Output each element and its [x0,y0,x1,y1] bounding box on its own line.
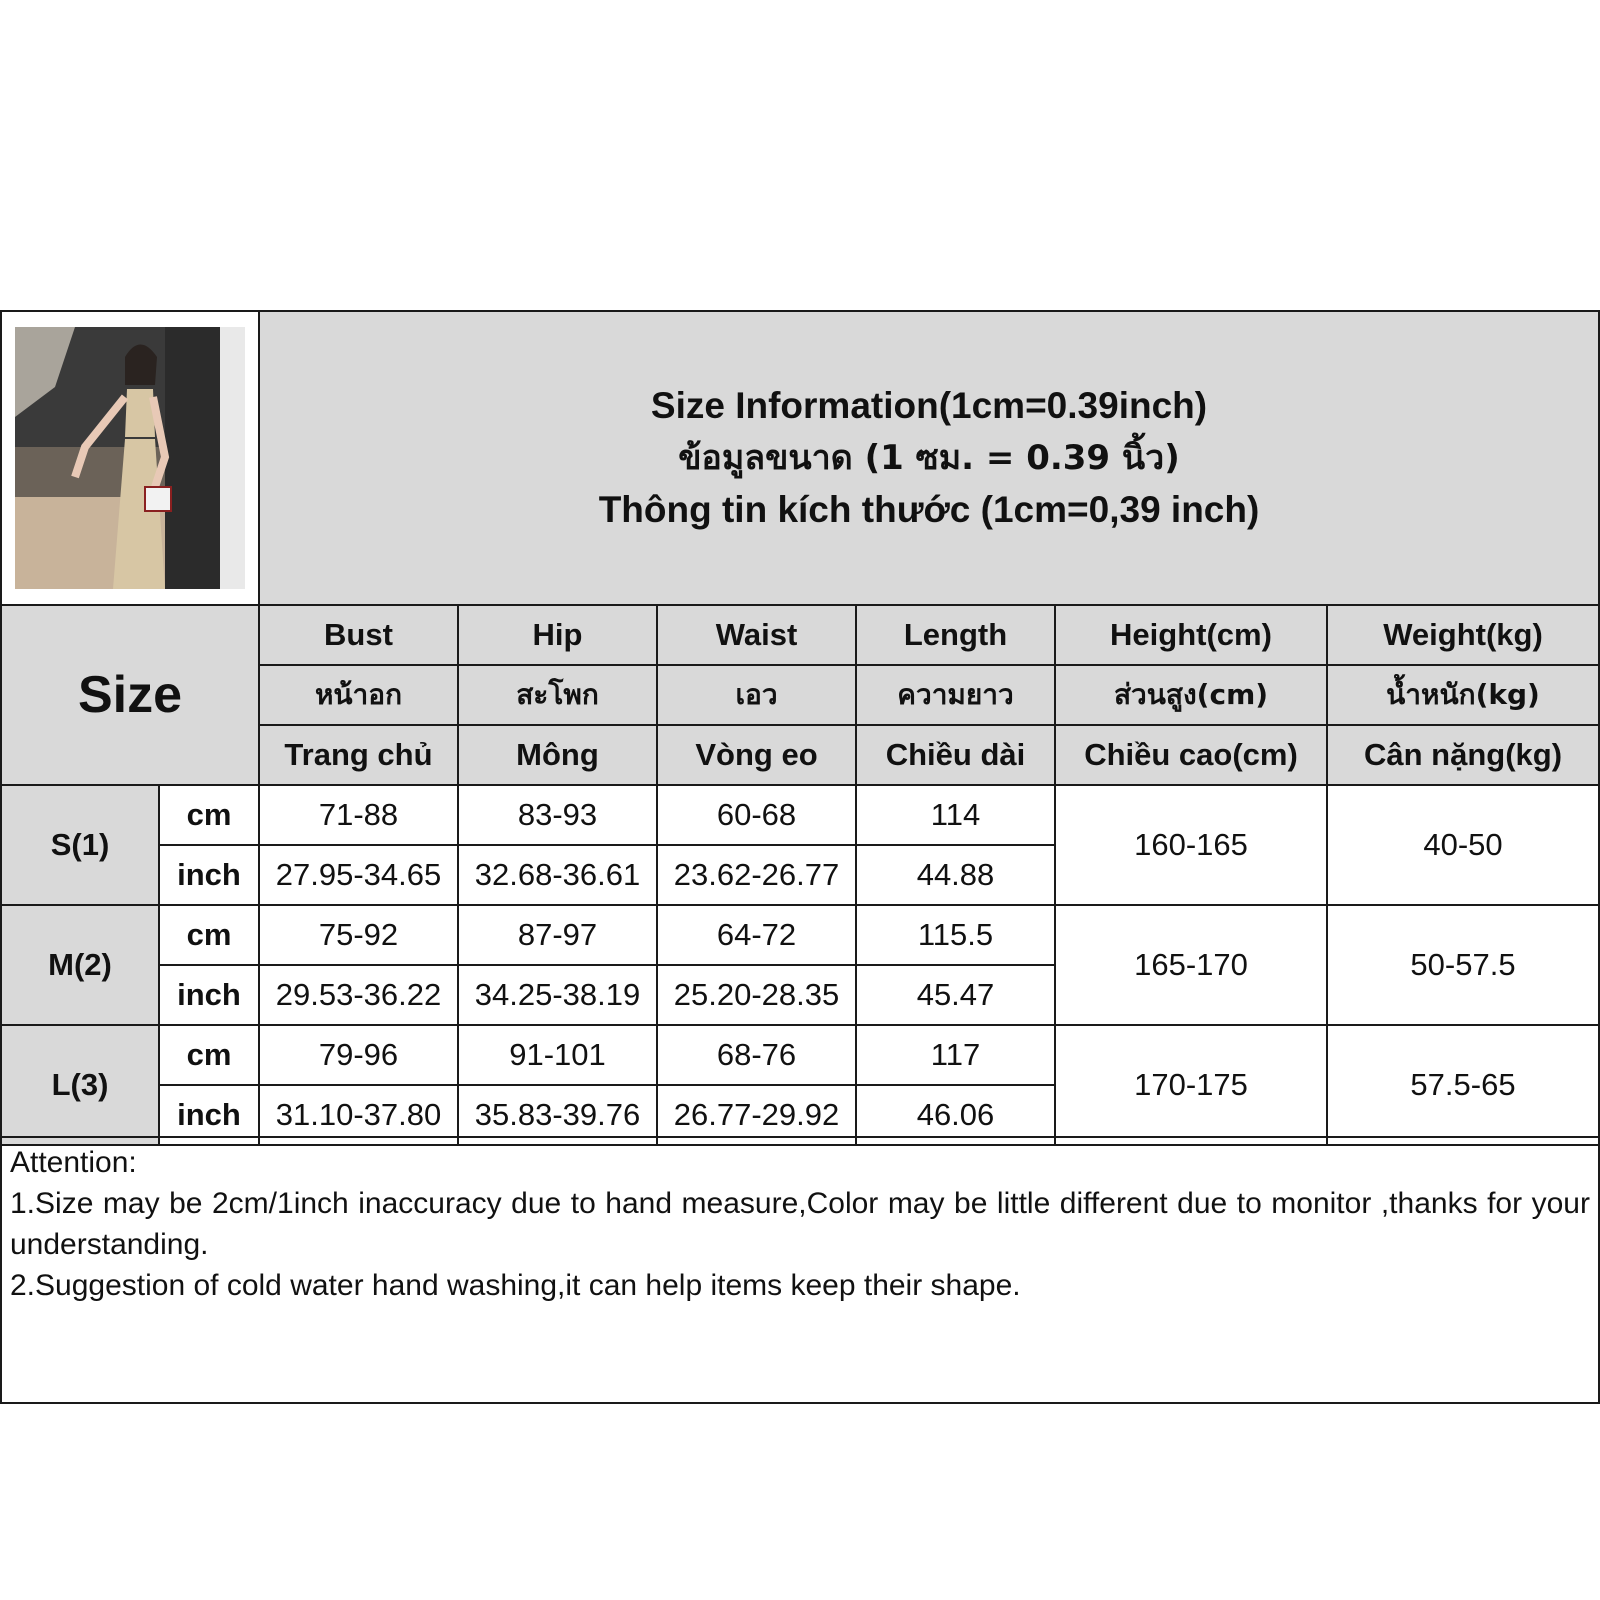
header-height-en: Height(cm) [1054,604,1328,666]
unit-cm: cm [158,904,260,966]
size-label-m: M(2) [0,904,160,1026]
m-waist-cm: 64-72 [656,904,857,966]
header-length-th: ความยาว [855,664,1056,726]
size-label-l: L(3) [0,1024,160,1146]
title-thai: ข้อมูลขนาด (1 ซม. = 0.39 นิ้ว) [678,438,1180,478]
m-hip-cm: 87-97 [457,904,658,966]
s-hip-cm: 83-93 [457,784,658,846]
unit-cm: cm [158,1024,260,1086]
model-photo-icon [15,327,245,589]
header-bust-th: หน้าอก [258,664,459,726]
attention-notes [0,1136,1600,1404]
s-height: 160-165 [1054,784,1328,906]
size-information-title [258,310,1600,606]
l-hip-cm: 91-101 [457,1024,658,1086]
s-length-cm: 114 [855,784,1056,846]
unit-inch: inch [158,1084,260,1146]
l-length-cm: 117 [855,1024,1056,1086]
m-weight: 50-57.5 [1326,904,1600,1026]
header-length-vi: Chiều dài [855,724,1056,786]
header-hip-vi: Mông [457,724,658,786]
title-vietnamese: Thông tin kích thước (1cm=0,39 inch) [598,489,1260,530]
l-weight: 57.5-65 [1326,1024,1600,1146]
header-weight-en: Weight(kg) [1326,604,1600,666]
m-waist-inch: 25.20-28.35 [656,964,857,1026]
header-waist-th: เอว [656,664,857,726]
header-hip-en: Hip [457,604,658,666]
unit-cm: cm [158,784,260,846]
header-bust-en: Bust [258,604,459,666]
l-bust-cm: 79-96 [258,1024,459,1086]
attention-heading: Attention: [10,1146,137,1179]
s-waist-inch: 23.62-26.77 [656,844,857,906]
l-waist-cm: 68-76 [656,1024,857,1086]
size-label-s: S(1) [0,784,160,906]
size-chart [0,310,1600,1404]
header-weight-th: น้ำหนัก(kg) [1326,664,1600,726]
header-waist-en: Waist [656,604,857,666]
m-height: 165-170 [1054,904,1328,1026]
l-waist-inch: 26.77-29.92 [656,1084,857,1146]
l-hip-inch: 35.83-39.76 [457,1084,658,1146]
s-bust-cm: 71-88 [258,784,459,846]
unit-inch: inch [158,964,260,1026]
header-weight-vi: Cân nặng(kg) [1326,724,1600,786]
header-height-th: ส่วนสูง(cm) [1054,664,1328,726]
m-length-inch: 45.47 [855,964,1056,1026]
product-photo-cell [0,310,260,606]
header-bust-vi: Trang chủ [258,724,459,786]
s-weight: 40-50 [1326,784,1600,906]
s-waist-cm: 60-68 [656,784,857,846]
attention-note-1: 1.Size may be 2cm/1inch inaccuracy due to hand measure,Color may be little different due to monitor ,thanks for your understanding. [10,1187,1590,1261]
m-length-cm: 115.5 [855,904,1056,966]
unit-inch: inch [158,844,260,906]
m-bust-inch: 29.53-36.22 [258,964,459,1026]
header-height-vi: Chiều cao(cm) [1054,724,1328,786]
header-waist-vi: Vòng eo [656,724,857,786]
l-bust-inch: 31.10-37.80 [258,1084,459,1146]
m-bust-cm: 75-92 [258,904,459,966]
attention-note-2: 2.Suggestion of cold water hand washing,it can help items keep their shape. [10,1269,1021,1302]
s-hip-inch: 32.68-36.61 [457,844,658,906]
l-height: 170-175 [1054,1024,1328,1146]
title-english: Size Information(1cm=0.39inch) [650,385,1208,426]
s-length-inch: 44.88 [855,844,1056,906]
header-length-en: Length [855,604,1056,666]
l-length-inch: 46.06 [855,1084,1056,1146]
s-bust-inch: 27.95-34.65 [258,844,459,906]
header-hip-th: สะโพก [457,664,658,726]
m-hip-inch: 34.25-38.19 [457,964,658,1026]
size-header: Size [0,604,260,786]
